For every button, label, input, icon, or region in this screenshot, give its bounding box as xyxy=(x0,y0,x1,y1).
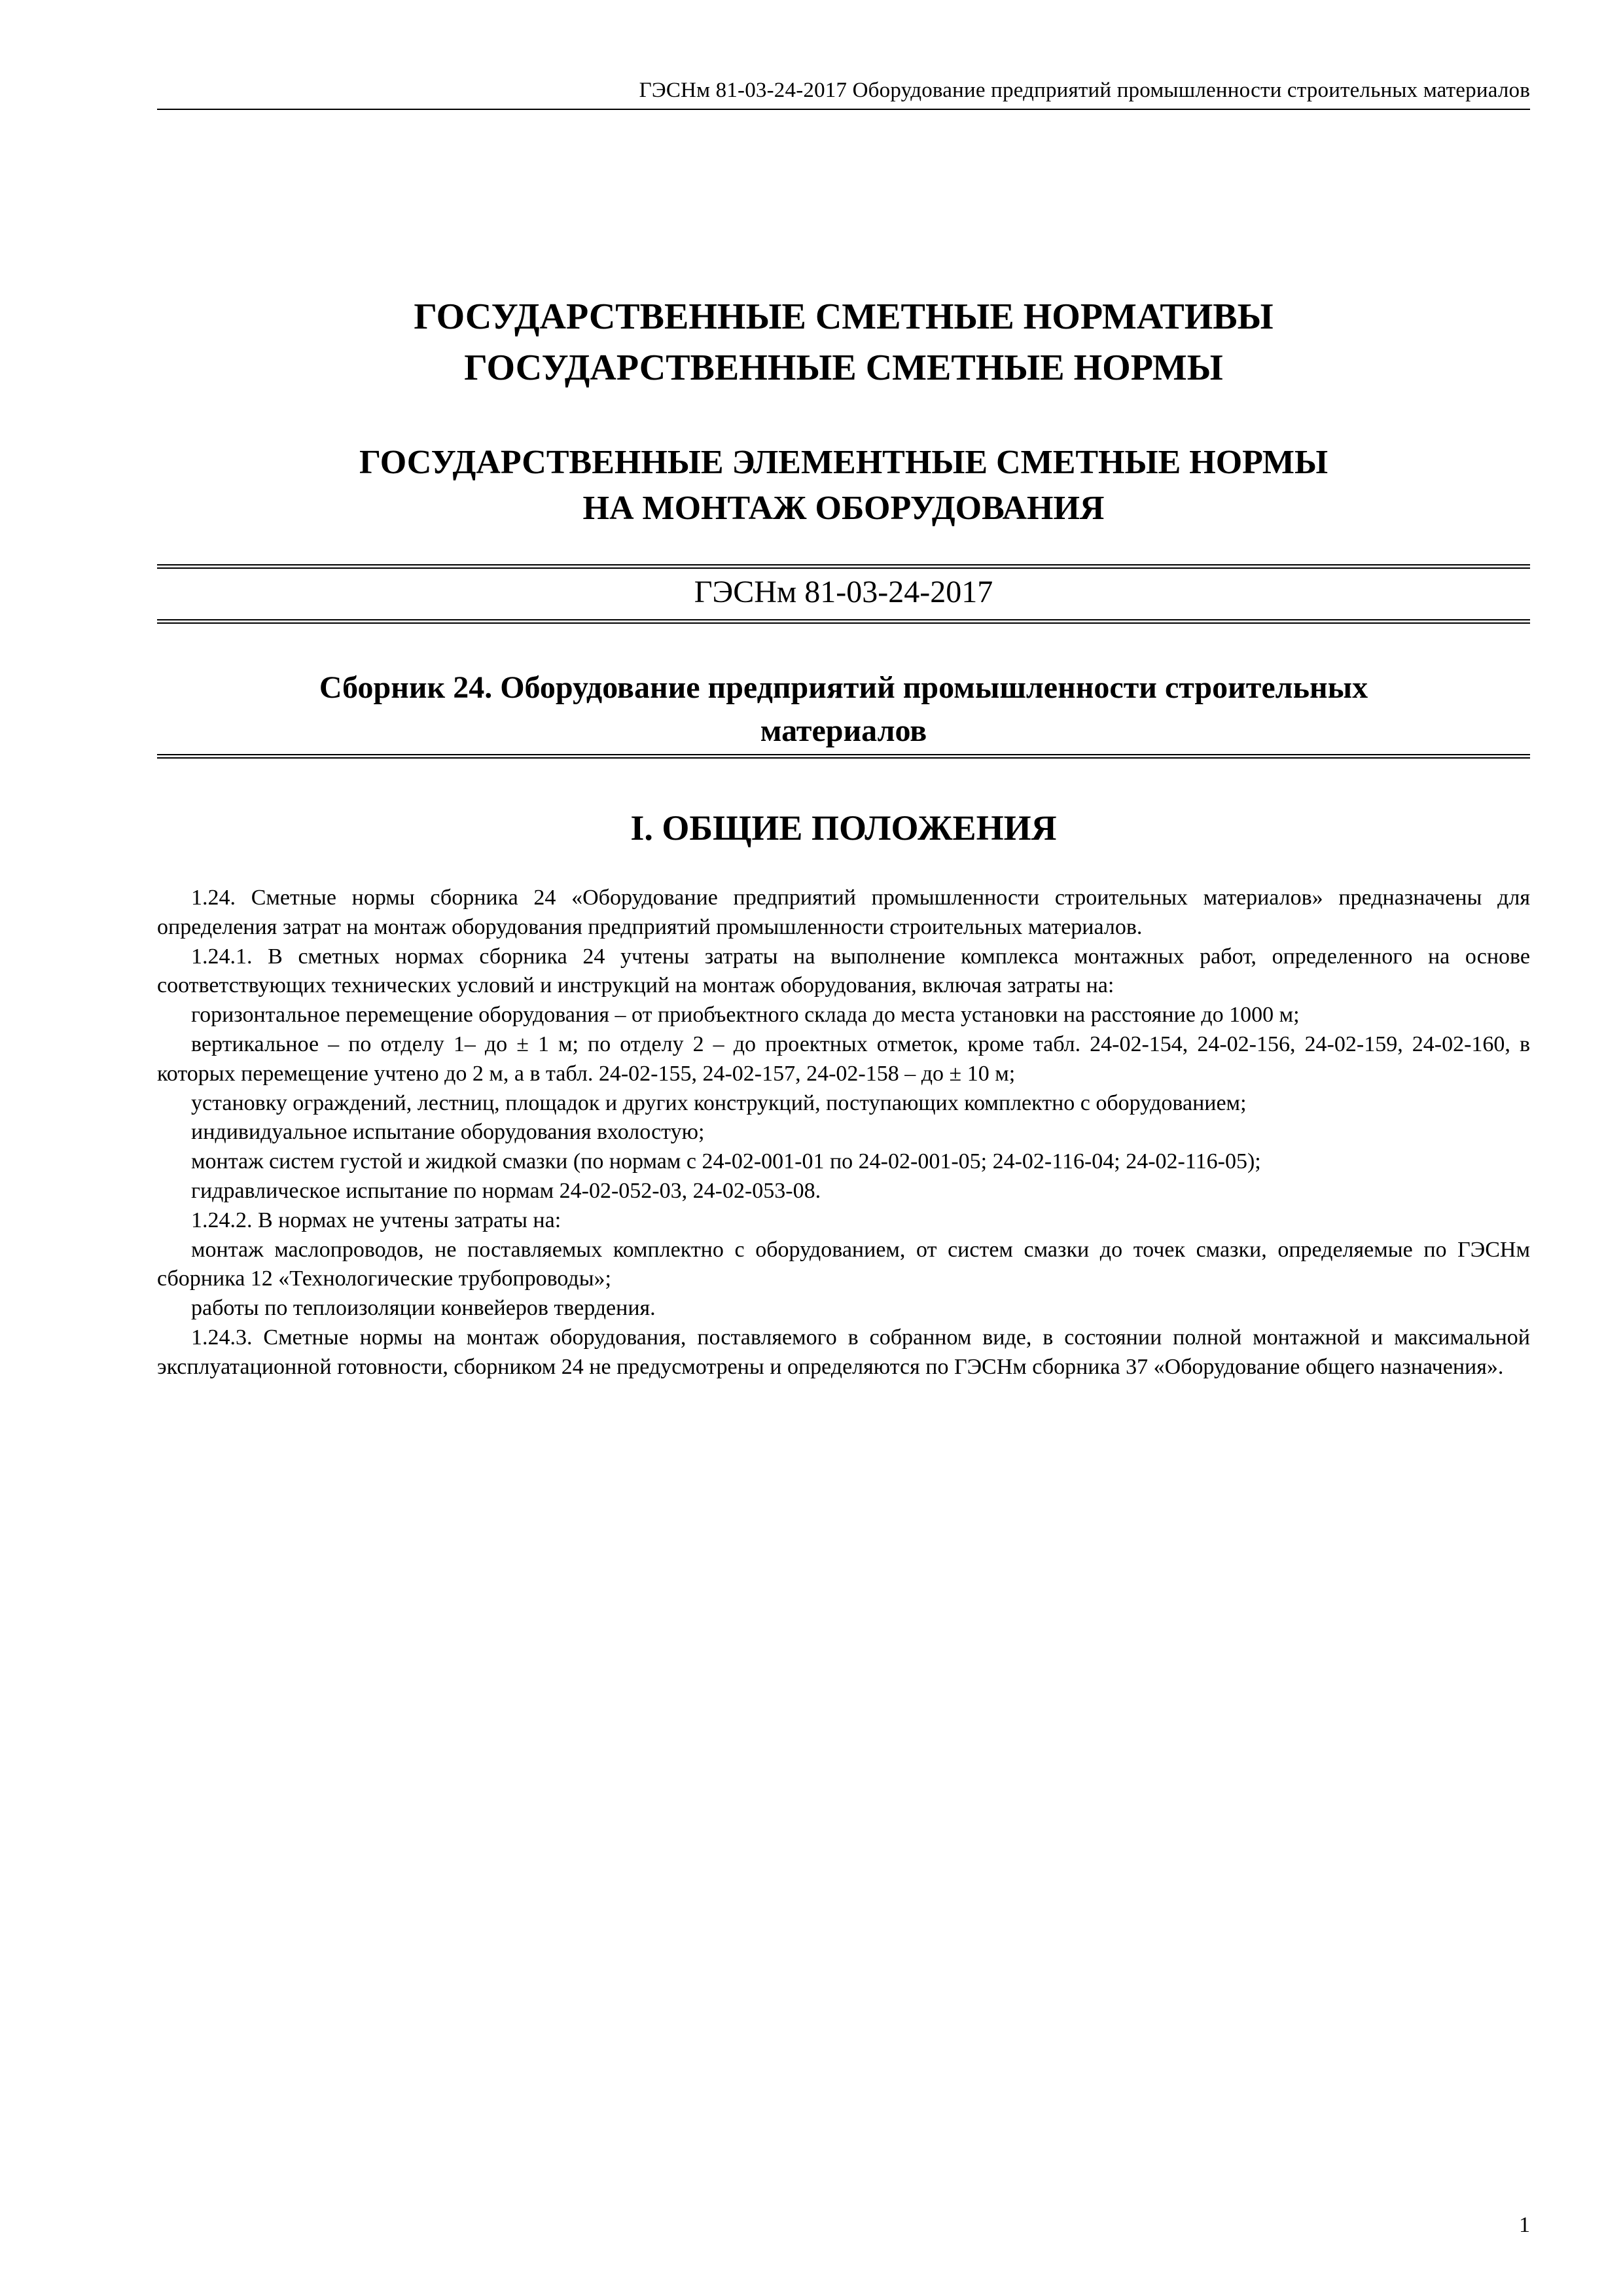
collection-title xyxy=(157,666,1530,753)
paragraph: 1.24.3. Сметные нормы на монтаж оборудования, поставляемого в собранном виде, в состоянии полной монтажной и максимальной эксплуатационной готовности, сборником 24 не предусмотрены и определяются по ГЭСНм сборника 37 «Оборудование общего назначения». xyxy=(157,1325,1530,1379)
paragraph: монтаж систем густой и жидкой смазки (по нормам с 24-02-001-01 по 24-02-001-05; 24-02-116-04; 24-02-116-05); xyxy=(191,1149,1261,1174)
body-text xyxy=(157,884,1530,1382)
double-rule-top xyxy=(157,564,1530,569)
subtitle-line-1: ГОСУДАРСТВЕННЫЕ ЭЛЕМЕНТНЫЕ СМЕТНЫЕ НОРМЫ xyxy=(359,444,1329,481)
paragraph: 1.24. Сметные нормы сборника 24 «Оборудование предприятий промышленности строительных материалов» предназначены для определения затрат на монтаж оборудования предприятий промышленности строительных материалов. xyxy=(157,886,1530,939)
double-rule-middle xyxy=(157,619,1530,624)
double-rule-bottom xyxy=(157,754,1530,759)
paragraph: вертикальное – по отделу 1– до ± 1 м; по отделу 2 – до проектных отметок, кроме табл. 24-02-154, 24-02-156, 24-02-159, 24-02-160, в которых перемещение учтено до 2 м, а в табл. 24-02-155, 24-02-157, 24-02-158 – до ± 10 м; xyxy=(157,1031,1530,1086)
paragraph: установку ограждений, лестниц, площадок и других конструкций, поступающих комплектно с оборудованием; xyxy=(191,1090,1247,1115)
paragraph: монтаж маслопроводов, не поставляемых комплектно с оборудованием, от систем смазки до точек смазки, определяемые по ГЭСНм сборника 12 «Технологические трубопроводы»; xyxy=(157,1237,1530,1291)
header-rule xyxy=(157,109,1530,110)
paragraph: 1.24.1. В сметных нормах сборника 24 учтены затраты на выполнение комплекса монтажных работ, определенного на основе соответствующих технических условий и инструкций на монтаж оборудования, включая затраты на: xyxy=(157,944,1530,998)
paragraph: 1.24.2. В нормах не учтены затраты на: xyxy=(191,1208,562,1232)
page-number: 1 xyxy=(1519,2213,1530,2237)
subtitle-line-2: НА МОНТАЖ ОБОРУДОВАНИЯ xyxy=(582,490,1105,527)
main-title-line-1: ГОСУДАРСТВЕННЫЕ СМЕТНЫЕ НОРМАТИВЫ xyxy=(414,296,1274,337)
main-title-line-2: ГОСУДАРСТВЕННЫЕ СМЕТНЫЕ НОРМЫ xyxy=(464,348,1223,388)
main-title xyxy=(157,291,1530,393)
collection-title-line-1: Сборник 24. Оборудование предприятий промышленности строительных xyxy=(319,670,1368,705)
section-title: I. ОБЩИЕ ПОЛОЖЕНИЯ xyxy=(630,808,1057,848)
document-code: ГЭСНм 81-03-24-2017 xyxy=(694,575,993,609)
collection-title-line-2: материалов xyxy=(760,713,927,748)
paragraph: горизонтальное перемещение оборудования – от приобъектного склада до места установки на расстояние до 1000 м; xyxy=(191,1003,1300,1028)
running-header: ГЭСНм 81-03-24-2017 Оборудование предприятий промышленности строительных материалов xyxy=(639,79,1530,102)
subtitle xyxy=(157,440,1530,531)
paragraph: индивидуальное испытание оборудования вхолостую; xyxy=(191,1120,705,1145)
paragraph: гидравлическое испытание по нормам 24-02-052-03, 24-02-053-08. xyxy=(191,1178,821,1203)
paragraph: работы по теплоизоляции конвейеров твердения. xyxy=(191,1296,656,1321)
